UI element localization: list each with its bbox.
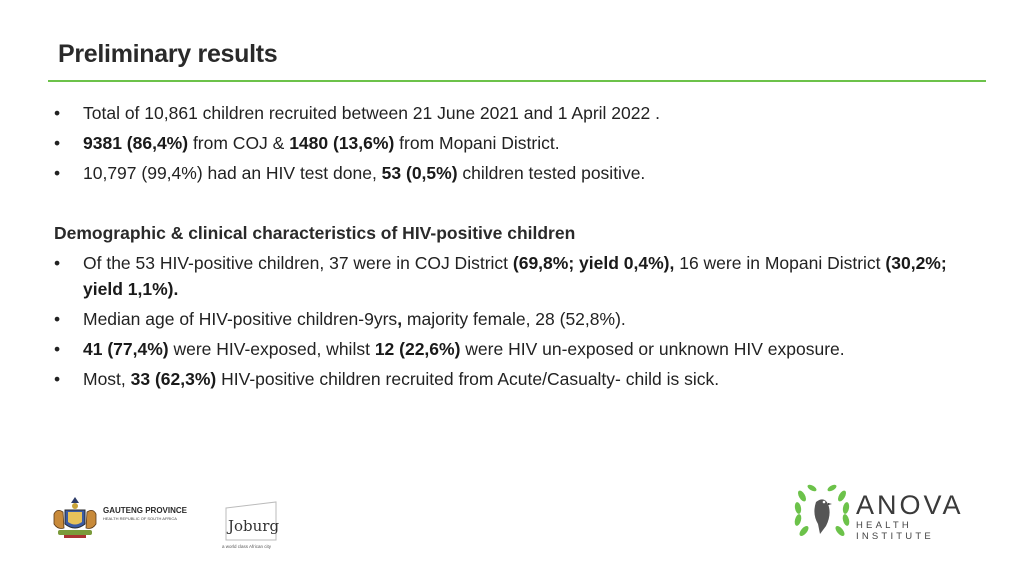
bullet-item [54, 128, 984, 158]
bullet-dot-icon: • [54, 339, 61, 359]
joburg-wordmark: Joburg [228, 517, 280, 535]
anova-logo [790, 480, 980, 546]
bold-text: (30,2%; yield 1,1%). [83, 253, 947, 299]
text: Median age of HIV-positive children-9yrs [83, 309, 398, 329]
bullet-item [54, 158, 984, 188]
bold-text: 9381 (86,4%) [83, 133, 189, 153]
bullet-dot-icon: • [54, 163, 61, 183]
gauteng-name: GAUTENG PROVINCE [103, 506, 188, 515]
bullet-dot-icon: • [54, 369, 61, 389]
bold-text: 12 (22,6%) [374, 339, 461, 359]
gauteng-logo [50, 494, 190, 540]
bold-text: 41 (77,4%) [83, 339, 169, 359]
text: HIV-positive children recruited from Acute/Casualty- child is sick. [216, 369, 720, 389]
text: Total of 10,861 children recruited between 21 June 2021 and 1 April 2022 . [83, 103, 660, 123]
bullet-item [54, 98, 984, 128]
text: 16 were in Mopani District [674, 253, 886, 273]
slide-content [54, 98, 984, 394]
bullet-item [54, 334, 984, 364]
bold-text: 1480 (13,6%) [289, 133, 395, 153]
text: from Mopani District. [394, 133, 560, 153]
bullet-item [54, 304, 984, 334]
section-subheading: Demographic & clinical characteristics of HIV-positive children [54, 223, 576, 243]
characteristics-bullets [54, 250, 984, 394]
gauteng-subtext: HEALTH REPUBLIC OF SOUTH AFRICA [103, 516, 177, 521]
bird-wreath-icon [792, 482, 852, 544]
text: were HIV-exposed, whilst [168, 339, 375, 359]
text: Of the 53 HIV-positive children, 37 were in COJ District [83, 253, 513, 273]
text: 10,797 (99,4%) had an HIV test done, [83, 163, 382, 183]
coat-of-arms-icon [50, 494, 100, 540]
text: majority female, 28 (52,8%). [402, 309, 626, 329]
bullet-dot-icon: • [54, 309, 61, 329]
joburg-tagline: a world class African city [222, 544, 272, 549]
joburg-logo [220, 500, 290, 556]
bullet-dot-icon: • [54, 253, 61, 273]
bullet-item [54, 250, 984, 302]
slide-title: Preliminary results [58, 40, 278, 68]
text: from COJ & [188, 133, 290, 153]
title-divider [48, 80, 986, 82]
anova-wordmark: ANOVA [856, 490, 964, 520]
bullet-dot-icon: • [54, 133, 61, 153]
bold-text: (69,8%; yield 0,4%), [512, 253, 675, 273]
text: were HIV un-exposed or unknown HIV exposure. [460, 339, 845, 359]
anova-subtitle: HEALTH INSTITUTE [856, 520, 934, 542]
spacer [54, 188, 984, 218]
bullet-dot-icon: • [54, 103, 61, 123]
bold-text: , [397, 309, 403, 329]
summary-bullets [54, 98, 984, 188]
bold-text: 53 (0,5%) [381, 163, 458, 183]
text: Most, [83, 369, 131, 389]
bold-text: 33 (62,3%) [130, 369, 217, 389]
text: children tested positive. [457, 163, 646, 183]
bullet-item [54, 364, 984, 394]
